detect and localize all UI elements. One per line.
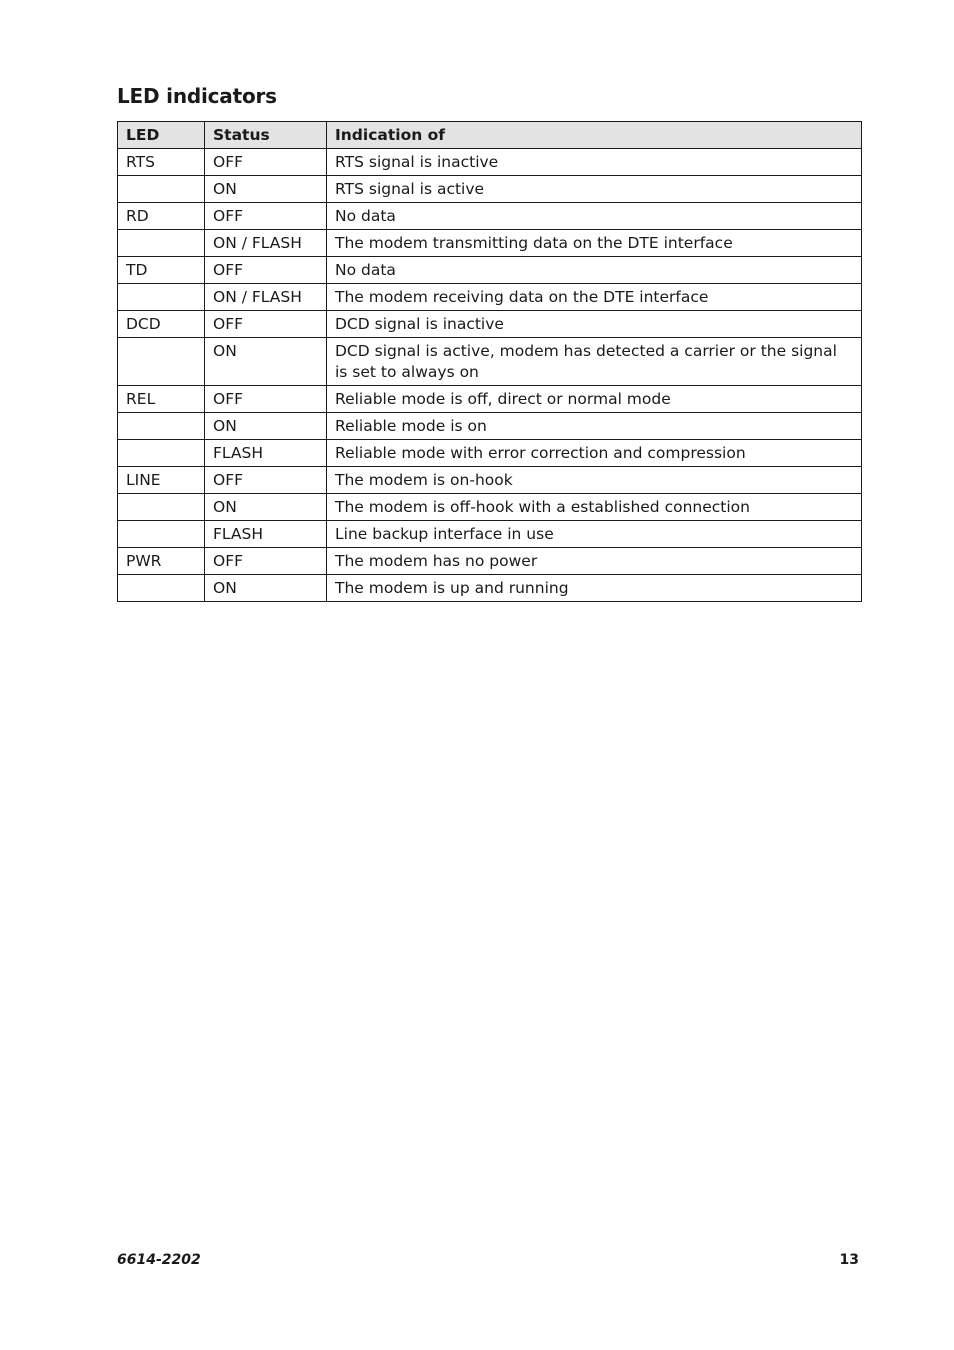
led-cell (118, 413, 205, 440)
column-header-status: Status (205, 122, 327, 149)
status-cell: OFF (205, 149, 327, 176)
table-row (118, 494, 862, 521)
indication-cell: DCD signal is active, modem has detected a carrier or the signal is set to always on (327, 338, 862, 386)
led-cell (118, 230, 205, 257)
status-cell: OFF (205, 203, 327, 230)
status-cell: ON (205, 575, 327, 602)
led-cell: RD (118, 203, 205, 230)
status-cell: OFF (205, 548, 327, 575)
indication-cell: The modem transmitting data on the DTE interface (327, 230, 862, 257)
table-row (118, 176, 862, 203)
status-cell: FLASH (205, 521, 327, 548)
indication-cell: Reliable mode is off, direct or normal mode (327, 386, 862, 413)
status-cell: ON (205, 494, 327, 521)
led-cell (118, 284, 205, 311)
table-row (118, 440, 862, 467)
table-row (118, 548, 862, 575)
status-cell: OFF (205, 311, 327, 338)
indication-cell: Reliable mode with error correction and compression (327, 440, 862, 467)
led-cell (118, 521, 205, 548)
led-indicators-table (117, 121, 862, 602)
status-cell: ON / FLASH (205, 284, 327, 311)
indication-cell: RTS signal is inactive (327, 149, 862, 176)
table-row (118, 338, 862, 386)
led-cell (118, 176, 205, 203)
led-cell: RTS (118, 149, 205, 176)
indication-cell: Line backup interface in use (327, 521, 862, 548)
table-row (118, 257, 862, 284)
table-row (118, 521, 862, 548)
table-row (118, 575, 862, 602)
status-cell: ON (205, 413, 327, 440)
table-row (118, 149, 862, 176)
indication-cell: The modem is on-hook (327, 467, 862, 494)
table-row (118, 230, 862, 257)
table-row (118, 386, 862, 413)
table-row (118, 467, 862, 494)
led-cell: TD (118, 257, 205, 284)
led-cell (118, 575, 205, 602)
status-cell: FLASH (205, 440, 327, 467)
column-header-indication: Indication of (327, 122, 862, 149)
led-cell: LINE (118, 467, 205, 494)
status-cell: OFF (205, 467, 327, 494)
page-number: 13 (839, 1252, 859, 1268)
table-row (118, 203, 862, 230)
indication-cell: The modem has no power (327, 548, 862, 575)
indication-cell: No data (327, 203, 862, 230)
status-cell: ON / FLASH (205, 230, 327, 257)
indication-cell: No data (327, 257, 862, 284)
indication-cell: The modem is up and running (327, 575, 862, 602)
led-cell: PWR (118, 548, 205, 575)
led-cell (118, 338, 205, 386)
column-header-led: LED (118, 122, 205, 149)
led-cell (118, 494, 205, 521)
status-cell: ON (205, 176, 327, 203)
table-row (118, 413, 862, 440)
table-header-row (118, 122, 862, 149)
led-cell (118, 440, 205, 467)
table-row (118, 284, 862, 311)
document-number: 6614-2202 (117, 1252, 201, 1268)
led-cell: DCD (118, 311, 205, 338)
status-cell: OFF (205, 257, 327, 284)
status-cell: OFF (205, 386, 327, 413)
indication-cell: RTS signal is active (327, 176, 862, 203)
indication-cell: DCD signal is inactive (327, 311, 862, 338)
indication-cell: The modem receiving data on the DTE interface (327, 284, 862, 311)
table-row (118, 311, 862, 338)
indication-cell: The modem is off-hook with a established connection (327, 494, 862, 521)
status-cell: ON (205, 338, 327, 386)
page-title: LED indicators (117, 84, 277, 108)
indication-cell: Reliable mode is on (327, 413, 862, 440)
led-cell: REL (118, 386, 205, 413)
